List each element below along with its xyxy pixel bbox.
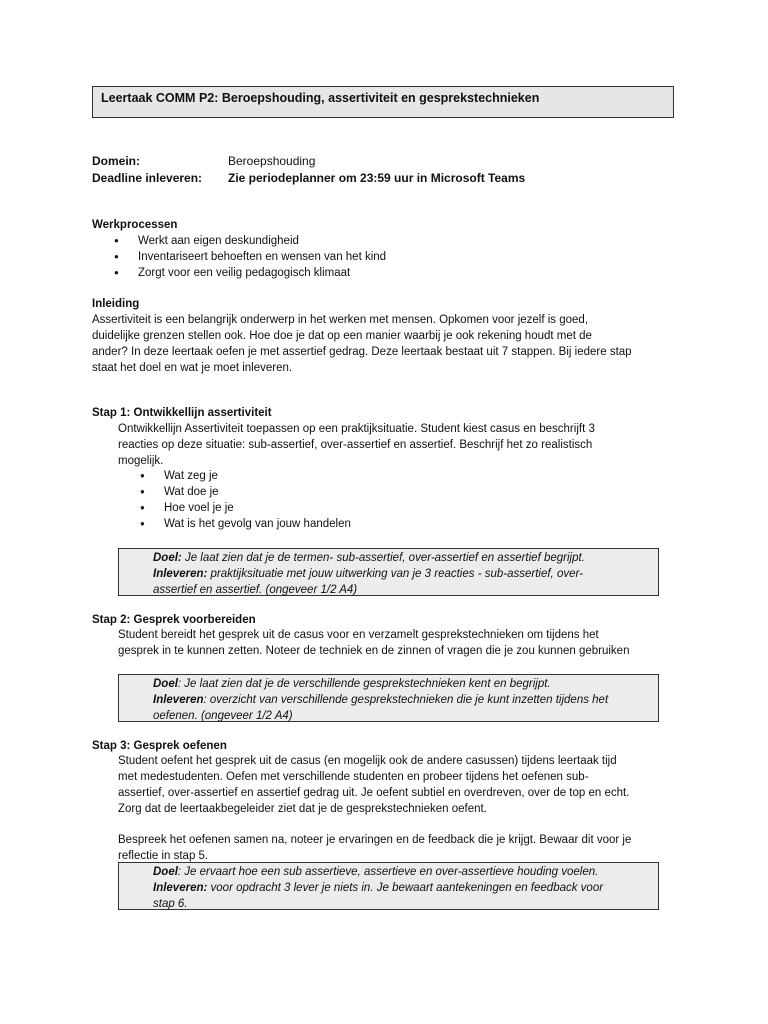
text-line: reacties op deze situatie: sub-assertief, over-assertief en assertief. Beschrijf het zo realistisch [118, 439, 593, 451]
text-line: mogelijk. [118, 455, 164, 467]
text-line: Student bereidt het gesprek uit de casus voor en verzamelt gesprekstechnieken om tijdens het [118, 629, 599, 641]
stap3-heading: Stap 3: Gesprek oefenen [92, 740, 227, 752]
doel-label: Doel: [153, 552, 182, 564]
werkprocessen-heading: Werkprocessen [92, 219, 178, 231]
inleveren-label: Inleveren: [153, 882, 208, 894]
text-line: assertief, over-assertief en assertief gedrag uit. Je oefent subtiel en overdreven, over de top en echt. [118, 787, 630, 799]
inleveren-text-cont: stap 6. [153, 898, 188, 910]
doel-label: Doel [153, 678, 178, 690]
inleiding-heading: Inleiding [92, 298, 140, 310]
doel-text: : Je ervaart hoe een sub assertieve, assertieve en over-assertieve houding voelen. [177, 866, 599, 878]
inleveren-label: Inleveren [153, 694, 204, 706]
doel-text: : Je laat zien dat je de verschillende gesprekstechnieken kent en begrijpt. [177, 678, 551, 690]
inleveren-label: Inleveren: [153, 568, 208, 580]
inleveren-text: praktijksituatie met jouw uitwerking van je 3 reacties - sub-assertief, over- [207, 568, 583, 580]
stap1-bullets [138, 468, 351, 532]
stap1-heading: Stap 1: Ontwikkellijn assertiviteit [92, 407, 272, 419]
text-line: Ontwikkellijn Assertiviteit toepassen op een praktijksituatie. Student kiest casus en beschrijft 3 [118, 423, 595, 435]
list-item: ● Hoe voel je je [138, 500, 351, 516]
deadline-label: Deadline inleveren: [92, 171, 203, 185]
text-line: ander? In deze leertaak oefen je met assertief gedrag. Deze leertaak bestaat uit 7 stappen. Bij iedere stap [92, 346, 632, 358]
doel-label: Doel [153, 866, 178, 878]
stap3-goal-box [118, 862, 659, 910]
list-item: ● Wat doe je [138, 484, 351, 500]
text-line: Zorg dat de leertaakbegeleider ziet dat je de gesprekstechnieken oefent. [118, 803, 487, 815]
stap2-goal-box [118, 674, 659, 722]
list-item: ● Werkt aan eigen deskundigheid [112, 233, 386, 249]
text-line: Bespreek het oefenen samen na, noteer je ervaringen en de feedback die je krijgt. Bewaar dit voor je [118, 834, 632, 846]
document-title: Leertaak COMM P2: Beroepshouding, assertiviteit en gesprekstechnieken [92, 86, 674, 118]
stap2-heading: Stap 2: Gesprek voorbereiden [92, 614, 256, 626]
text-line: Student oefent het gesprek uit de casus (en mogelijk ook de andere casussen) tijdens leertaak tijd [118, 755, 617, 767]
text-line: duidelijke grenzen stellen ook. Hoe doe je dat op een manier waarbij je ook rekening houdt met de [92, 330, 592, 342]
werkprocessen-list [112, 233, 386, 281]
text-line: reflectie in stap 5. [118, 850, 209, 862]
stap3-paragraph-2 [118, 832, 678, 864]
inleveren-text-cont: assertief en assertief. (ongeveer 1/2 A4) [153, 584, 358, 596]
list-item: ● Inventariseert behoeften en wensen van het kind [112, 249, 386, 265]
deadline-value: Zie periodeplanner om 23:59 uur in Microsoft Teams [228, 171, 526, 185]
domain-value: Beroepshouding [228, 154, 316, 168]
text-line: gesprek in te kunnen zetten. Noteer de techniek en de zinnen of vragen die je zou kunnen gebruiken [118, 645, 630, 657]
text-line: Assertiviteit is een belangrijk onderwerp in het werken met mensen. Opkomen voor jezelf is goed, [92, 314, 589, 326]
list-item: ● Wat zeg je [138, 468, 351, 484]
list-item: ● Wat is het gevolg van jouw handelen [138, 516, 351, 532]
inleveren-text-cont: oefenen. (ongeveer 1/2 A4) [153, 710, 293, 722]
text-line: met medestudenten. Oefen met verschillende studenten en probeer tijdens het oefenen sub- [118, 771, 589, 783]
list-item: ● Zorgt voor een veilig pedagogisch klimaat [112, 265, 386, 281]
stap2-paragraph [118, 627, 678, 659]
meta-domain-row [92, 153, 315, 169]
inleiding-paragraph [92, 312, 692, 376]
stap3-paragraph [118, 753, 678, 817]
doel-text: Je laat zien dat je de termen- sub-assertief, over-assertief en assertief begrijpt. [181, 552, 585, 564]
inleveren-text: : overzicht van verschillende gesprekstechnieken die je kunt inzetten tijdens het [203, 694, 609, 706]
stap1-paragraph [118, 421, 678, 469]
meta-deadline-row [92, 170, 525, 186]
stap1-goal-box [118, 548, 659, 596]
inleveren-text: voor opdracht 3 lever je niets in. Je bewaart aantekeningen en feedback voor [207, 882, 604, 894]
text-line: staat het doel en wat je moet inleveren. [92, 362, 293, 374]
domain-label: Domein: [92, 154, 140, 168]
